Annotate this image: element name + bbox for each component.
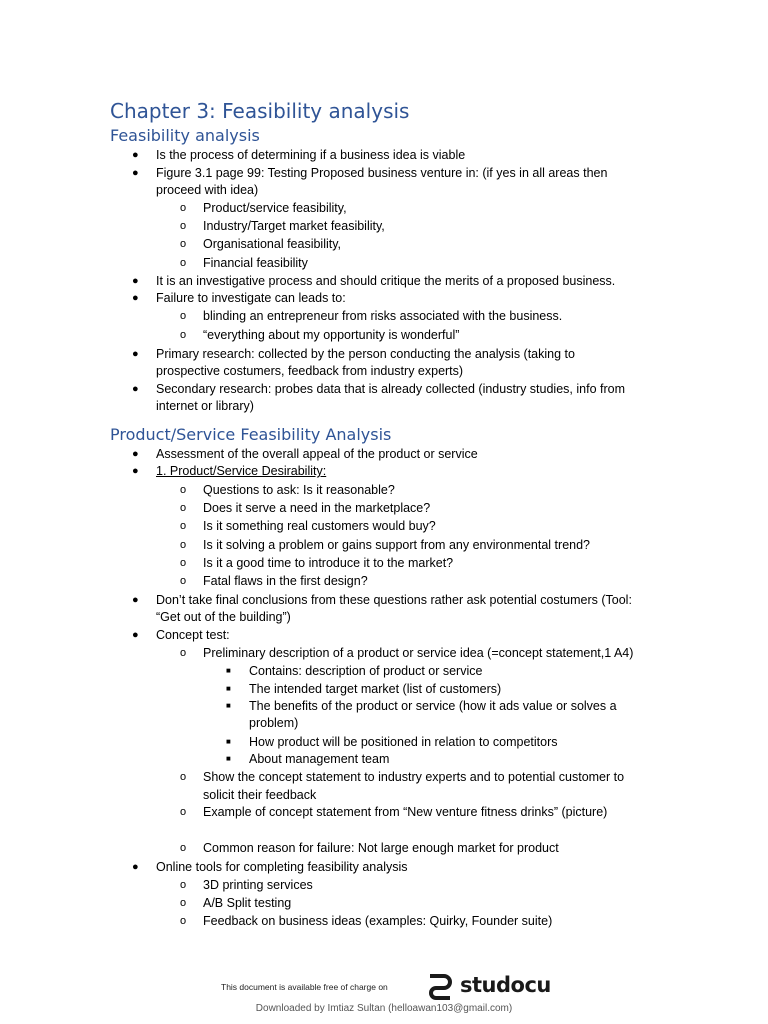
bullet-circle: o xyxy=(180,879,187,891)
bullet-dot: ● xyxy=(132,861,139,873)
list-item: It is an investigative process and should critique the merits of a proposed business. xyxy=(156,274,616,288)
list-item: Preliminary description of a product or service idea (=concept statement,1 A4) xyxy=(203,646,634,660)
bullet-dot: ● xyxy=(132,167,139,179)
bullet-dot: ● xyxy=(132,292,139,304)
list-item: “everything about my opportunity is wonderful” xyxy=(203,328,460,342)
bullet-circle: o xyxy=(180,647,187,659)
list-item: Online tools for completing feasibility analysis xyxy=(156,860,408,874)
list-item: Assessment of the overall appeal of the product or service xyxy=(156,447,478,461)
list-item: Feedback on business ideas (examples: Quirky, Founder suite) xyxy=(203,914,553,928)
bullet-circle: o xyxy=(180,257,187,269)
list-item-continuation: problem) xyxy=(249,716,299,730)
list-item: 3D printing services xyxy=(203,878,313,892)
list-item: About management team xyxy=(249,752,390,766)
section-heading-product-service: Product/Service Feasibility Analysis xyxy=(110,425,392,444)
bullet-square: ■ xyxy=(226,684,231,693)
list-item: Don’t take final conclusions from these questions rather ask potential costumers (Tool: xyxy=(156,593,632,607)
bullet-dot: ● xyxy=(132,348,139,360)
list-item: Failure to investigate can leads to: xyxy=(156,291,346,305)
list-item: Financial feasibility xyxy=(203,256,308,270)
bullet-dot: ● xyxy=(132,448,139,460)
bullet-circle: o xyxy=(180,238,187,250)
bullet-circle: o xyxy=(180,557,187,569)
list-item: Is the process of determining if a business idea is viable xyxy=(156,148,466,162)
download-note: Downloaded by Imtiaz Sultan (helloawan103@gmail.com) xyxy=(255,1003,513,1014)
list-item: Contains: description of product or service xyxy=(249,664,483,678)
bullet-circle: o xyxy=(180,897,187,909)
list-item: Show the concept statement to industry experts and to potential customer to xyxy=(203,770,625,784)
list-item: Figure 3.1 page 99: Testing Proposed business venture in: (if yes in all areas then xyxy=(156,166,608,180)
list-item: Common reason for failure: Not large enough market for product xyxy=(203,841,559,855)
chapter-heading: Chapter 3: Feasibility analysis xyxy=(110,99,410,123)
list-item: Is it something real customers would buy? xyxy=(203,519,436,533)
bullet-circle: o xyxy=(180,575,187,587)
bullet-circle: o xyxy=(180,539,187,551)
bullet-dot: ● xyxy=(132,465,139,477)
bullet-circle: o xyxy=(180,806,187,818)
list-item: Concept test: xyxy=(156,628,230,642)
bullet-circle: o xyxy=(180,520,187,532)
list-item: How product will be positioned in relation to competitors xyxy=(249,735,558,749)
section-heading-feasibility: Feasibility analysis xyxy=(110,126,260,145)
list-item: Example of concept statement from “New venture fitness drinks” (picture) xyxy=(203,805,608,819)
bullet-square: ■ xyxy=(226,754,231,763)
bullet-circle: o xyxy=(180,220,187,232)
list-item: The intended target market (list of customers) xyxy=(249,682,502,696)
list-item-continuation: “Get out of the building”) xyxy=(156,610,291,624)
bullet-square: ■ xyxy=(226,701,231,710)
bullet-circle: o xyxy=(180,329,187,341)
bullet-circle: o xyxy=(180,310,187,322)
list-item: Primary research: collected by the person conducting the analysis (taking to xyxy=(156,347,575,361)
list-item: Is it a good time to introduce it to the market? xyxy=(203,556,454,570)
bullet-dot: ● xyxy=(132,383,139,395)
list-item-continuation: proceed with idea) xyxy=(156,183,259,197)
bullet-circle: o xyxy=(180,915,187,927)
bullet-circle: o xyxy=(180,502,187,514)
bullet-dot: ● xyxy=(132,275,139,287)
studocu-logo-icon xyxy=(424,972,456,1002)
list-item: Questions to ask: Is it reasonable? xyxy=(203,483,395,497)
list-item: Product/service feasibility, xyxy=(203,201,347,215)
bullet-square: ■ xyxy=(226,666,231,675)
list-item-continuation: internet or library) xyxy=(156,399,254,413)
list-item: Fatal flaws in the first design? xyxy=(203,574,368,588)
bullet-circle: o xyxy=(180,771,187,783)
bullet-circle: o xyxy=(180,202,187,214)
list-item: Does it serve a need in the marketplace? xyxy=(203,501,431,515)
list-item-continuation: solicit their feedback xyxy=(203,788,317,802)
bullet-square: ■ xyxy=(226,737,231,746)
bullet-dot: ● xyxy=(132,149,139,161)
bullet-circle: o xyxy=(180,842,187,854)
list-item-underlined: 1. Product/Service Desirability: xyxy=(156,464,327,478)
list-item: Secondary research: probes data that is already collected (industry studies, info from xyxy=(156,382,625,396)
list-item: Is it solving a problem or gains support from any environmental trend? xyxy=(203,538,590,552)
list-item: Industry/Target market feasibility, xyxy=(203,219,385,233)
list-item: Organisational feasibility, xyxy=(203,237,342,251)
list-item: A/B Split testing xyxy=(203,896,292,910)
studocu-wordmark: studocu xyxy=(460,973,551,997)
bullet-circle: o xyxy=(180,484,187,496)
studocu-logo[interactable] xyxy=(424,972,554,1004)
list-item: The benefits of the product or service (how it ads value or solves a xyxy=(249,699,617,713)
bullet-dot: ● xyxy=(132,629,139,641)
bullet-dot: ● xyxy=(132,594,139,606)
list-item-continuation: prospective costumers, feedback from industry experts) xyxy=(156,364,464,378)
availability-note: This document is available free of charge on xyxy=(221,982,388,992)
list-item: blinding an entrepreneur from risks associated with the business. xyxy=(203,309,563,323)
